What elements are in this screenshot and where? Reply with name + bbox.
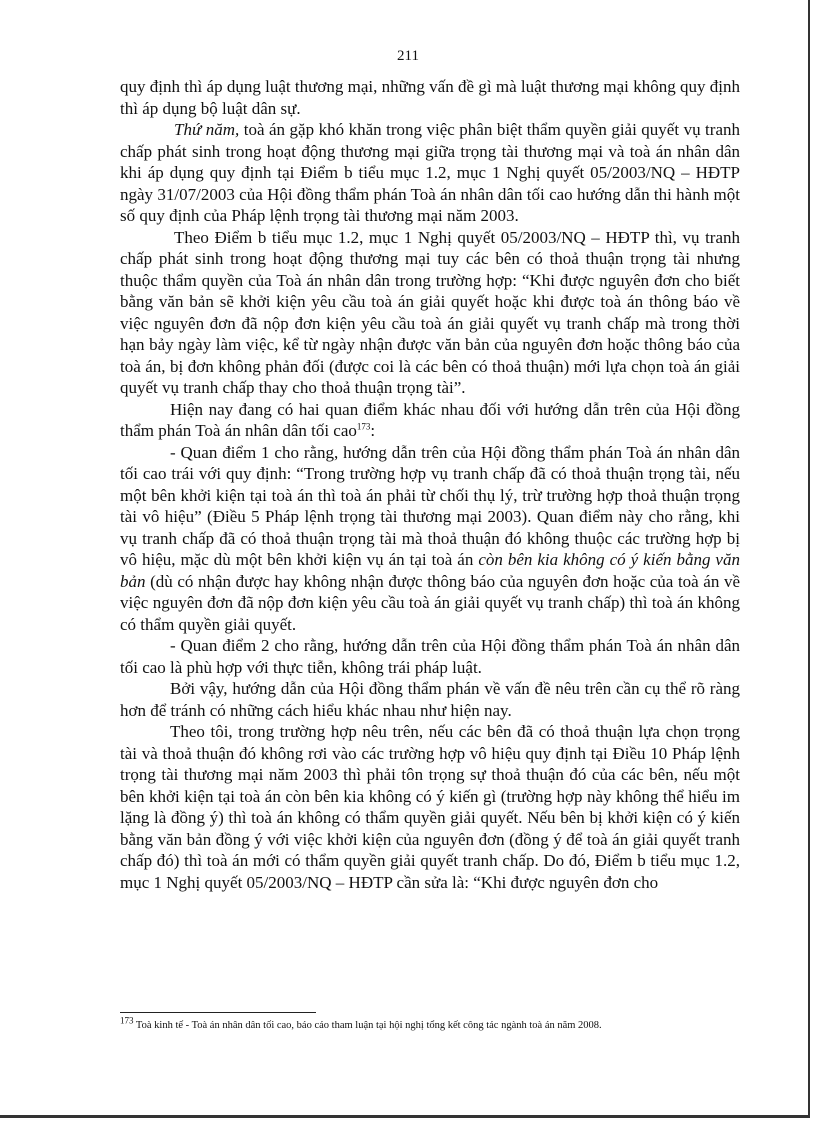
paragraph-2 [120,119,740,227]
paragraph-6: - Quan điểm 2 cho rằng, hướng dẫn trên của Hội đồng thẩm phán Toà án nhân dân tối cao là phù hợp với thực tiễn, không trái pháp luật. [120,636,740,677]
footnote [120,1015,740,1033]
body-text [120,76,740,893]
paragraph-5-italic: còn bên kia không có ý kiến bằng văn bản [120,550,740,591]
paragraph-3: Theo Điểm b tiểu mục 1.2, mục 1 Nghị quyết 05/2003/NQ – HĐTP thì, vụ tranh chấp phát sinh trong hoạt động thương mại tuy các bên có thoả thuận trọng tài nhưng thuộc thẩm quyền của Toà án nhân dân trong trường hợp: “Khi được nguyên đơn cho biết bằng văn bản sẽ khởi kiện yêu cầu toà án giải quyết hoặc khi được toà án thông báo về việc nguyên đơn đã nộp đơn kiện yêu cầu toà án giải quyết vụ tranh chấp mà trong thời hạn bảy ngày làm việc, kể từ ngày nhận được văn bản của nguyên đơn hoặc thông báo của toà án, bị đơn không phản đối (được coi là các bên có thoả thuận) mới lựa chọn toà án giải quyết vụ tranh chấp thay cho thoả thuận trọng tài”. [120,227,740,397]
paragraph-5-text-a: - Quan điểm 1 cho rằng, hướng dẫn trên của Hội đồng thẩm phán Toà án nhân dân tối cao trái với quy định: “Trong trường hợp vụ tranh chấp đã có thoả thuận trọng tài, nếu một bên khởi kiện tại toà án thì toà án phải từ chối thụ lý, trừ trường hợp thoả thuận trọng tài vô hiệu” (Điều 5 Pháp lệnh trọng tài thương mại 2003). Quan điểm này cho rằng, khi vụ tranh chấp đã có thoả thuận trọng tài mà thoả thuận đó không thuộc các trường hợp bị vô hiệu, mặc dù một bên khởi kiện vụ án tại toà án [120,442,740,569]
paragraph-8: Theo tôi, trong trường hợp nêu trên, nếu các bên đã có thoả thuận lựa chọn trọng tài và thoả thuận đó không rơi vào các trường hợp vô hiệu quy định tại Điều 10 Pháp lệnh trọng tài thương mại năm 2003 thì phải tôn trọng sự thoả thuận đó của các bên, nếu một bên khởi kiện tại toà án còn bên kia không có ý kiến gì (trường hợp này không thể hiểu im lặng là đồng ý) thì toà án không có thẩm quyền giải quyết. Nếu bên bị khởi kiện có ý kiến bằng văn bản đồng ý với việc khởi kiện của nguyên đơn (đồng ý để toà án giải quyết tranh chấp đó) thì toà án mới có thẩm quyền giải quyết tranh chấp. Do đó, Điểm b tiểu mục 1.2, mục 1 Nghị quyết 05/2003/NQ – HĐTP cần sửa là: “Khi được nguyên đơn cho [120,722,740,892]
paragraph-4 [120,399,740,442]
footnote-text: Toà kinh tế - Toà án nhân dân tối cao, báo cáo tham luận tại hội nghị tổng kết công tác ngành toà án năm 2008. [133,1020,602,1031]
paragraph-1: quy định thì áp dụng luật thương mại, những vấn đề gì mà luật thương mại không quy định thì áp dụng bộ luật dân sự. [120,77,740,118]
footnote-reference[interactable]: 173 [356,421,371,432]
paragraph-4-text: Hiện nay đang có hai quan điểm khác nhau đối với hướng dẫn trên của Hội đồng thẩm phán Toà án nhân dân tối cao [120,399,740,440]
paragraph-4-end: : [370,421,376,440]
paragraph-2-text: toà án gặp khó khăn trong việc phân biệt thẩm quyền giải quyết vụ tranh chấp phát sinh trong hoạt động thương mại giữa trọng tài thương mại và toà án nhân dân khi áp dụng quy định tại Điểm b tiểu mục 1.2, mục 1 Nghị quyết 05/2003/NQ – HĐTP ngày 31/07/2003 của Hội đồng thẩm phán Toà án nhân dân tối cao hướng dẫn thi hành một số quy định của Pháp lệnh trọng tài thương mại năm 2003. [120,120,740,225]
paragraph-5 [120,442,740,636]
paragraph-2-italic: Thứ năm, [174,120,240,139]
footnote-divider [120,1012,316,1013]
footnote-number: 173 [120,1015,134,1026]
paragraph-5-text-b: (dù có nhận được hay không nhận được thông báo của nguyên đơn hoặc của toà án về việc nguyên đơn đã nộp đơn kiện yêu cầu toà án giải quyết vụ tranh chấp) thì toà án không có thẩm quyền giải quyết. [120,571,740,634]
paragraph-7: Bởi vậy, hướng dẫn của Hội đồng thẩm phán về vấn đề nêu trên cần cụ thể rõ ràng hơn để tránh có những cách hiểu khác nhau như hiện nay. [120,679,740,720]
page-number: 211 [397,48,419,64]
